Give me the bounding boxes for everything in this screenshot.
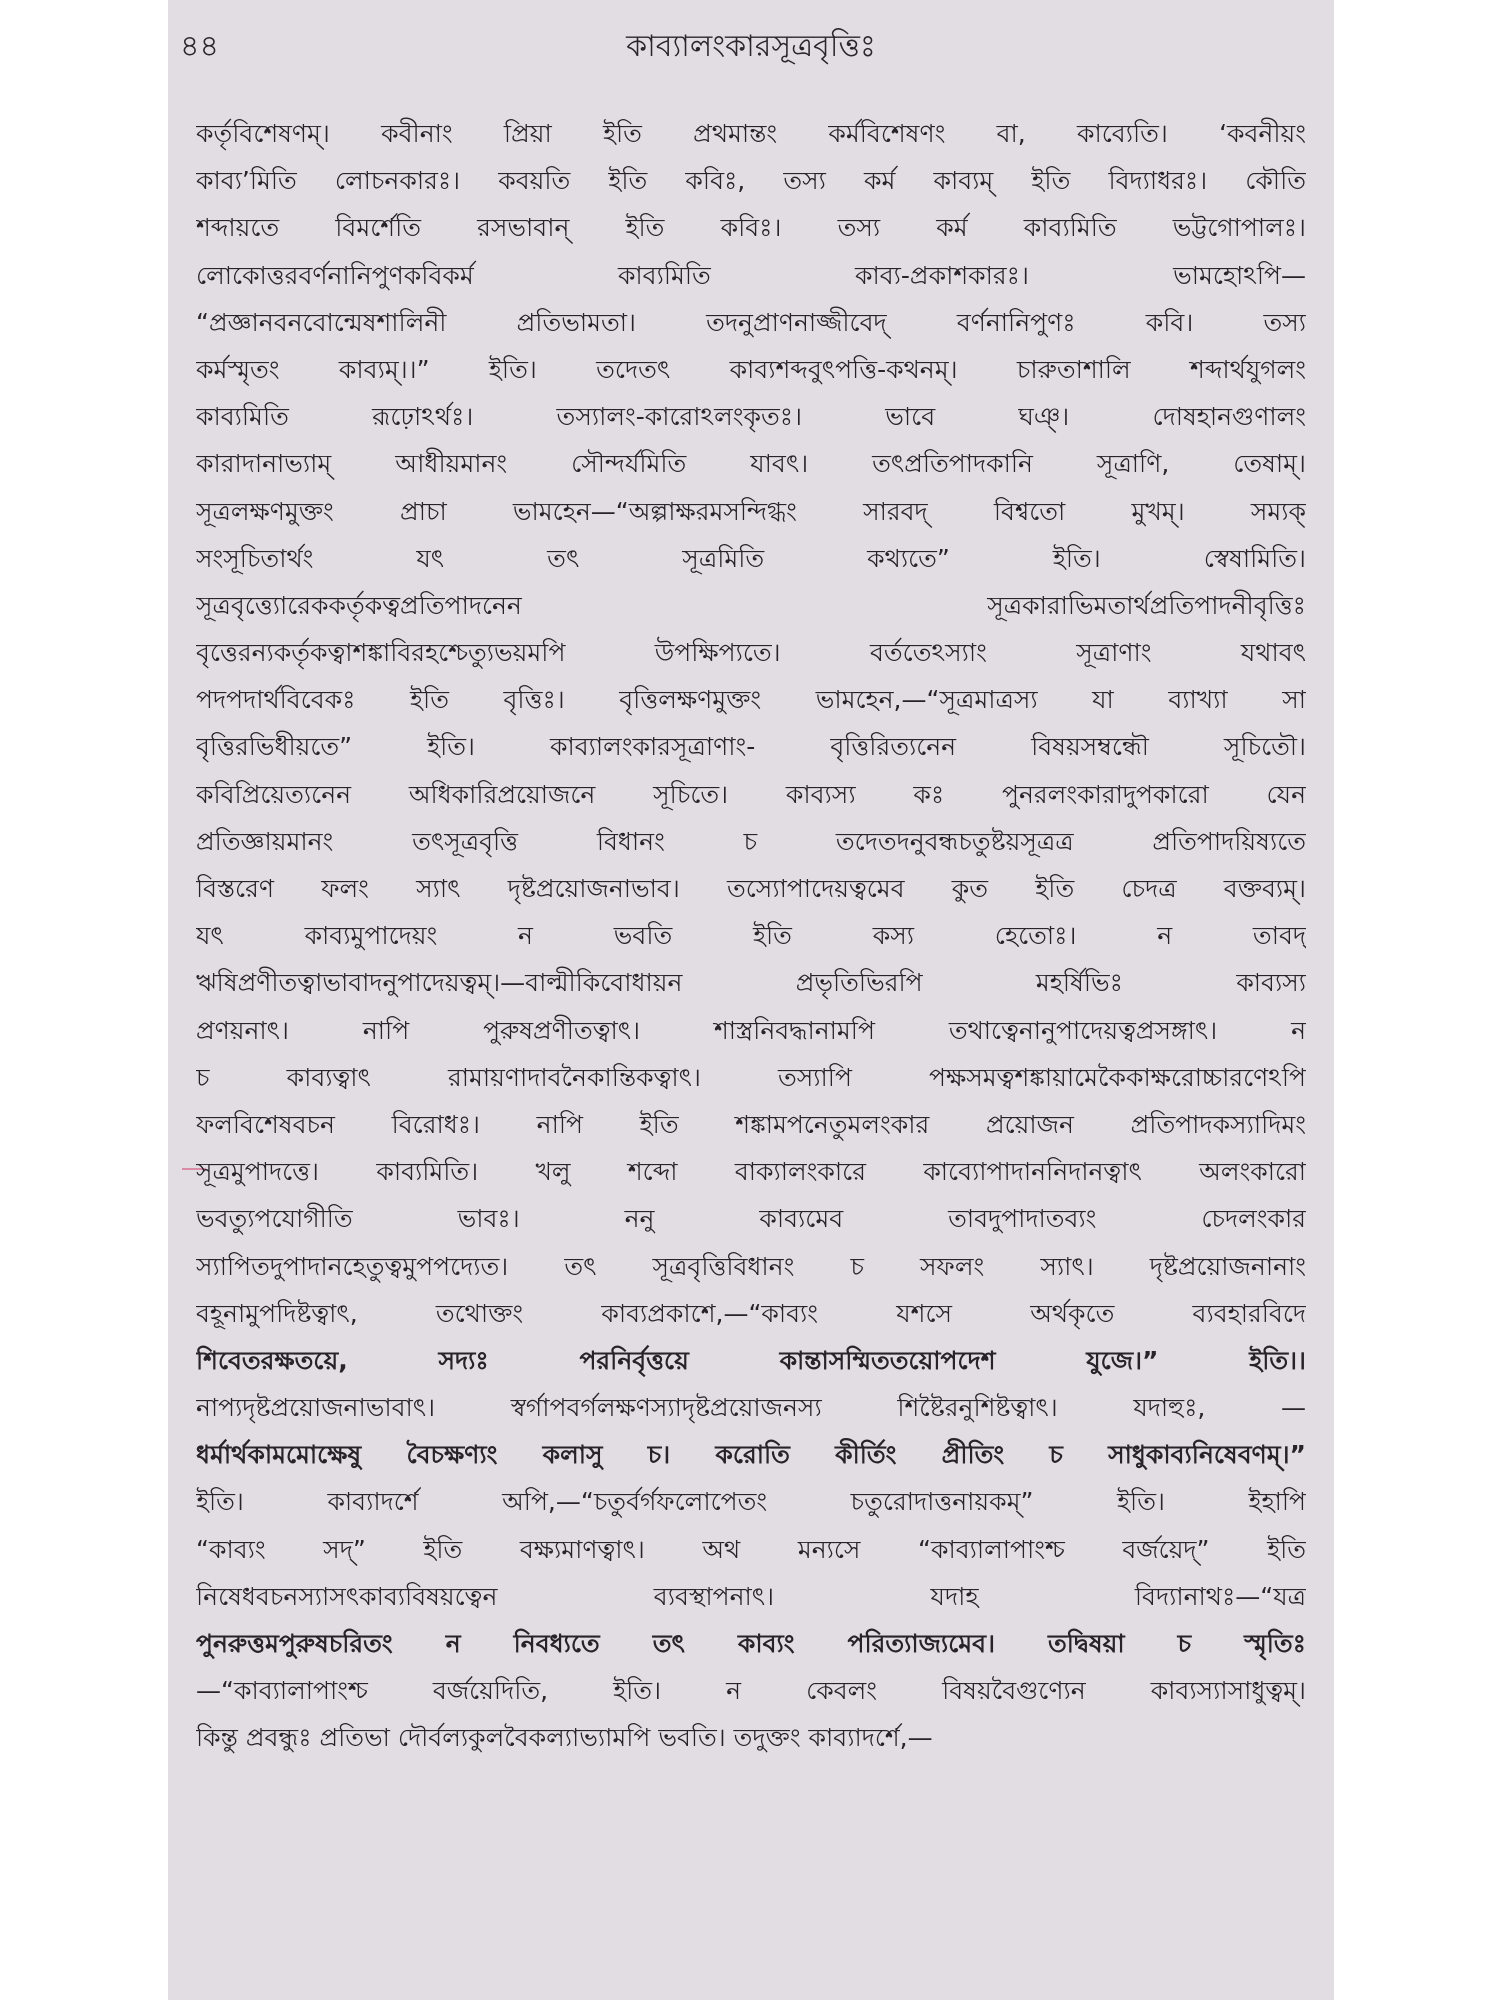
text-line: পদপদার্থবিবেকঃ ইতি বৃত্তিঃ। বৃত্তিলক্ষণমুক্তং ভামহেন,—“সূত্রমাত্রস্য যা ব্যাখ্যা সা <box>196 685 1306 715</box>
text-line: কাব্য’মিতি লোচনকারঃ। কবয়তি ইতি কবিঃ, তস্য কর্ম কাব্যম্ ইতি বিদ্যাধরঃ। কৌতি <box>196 166 1306 196</box>
book-page <box>168 0 1334 2000</box>
text-line: “কাব্যং সদ্” ইতি বক্ষ্যমাণত্বাৎ। অথ মন্যসে “কাব্যালাপাংশ্চ বর্জয়েদ্” ইতি <box>196 1534 1306 1564</box>
text-line: সূত্রলক্ষণমুক্তং প্রাচা ভামহেন—“অল্পাক্ষরমসন্দিগ্ধং সারবদ্ বিশ্বতো মুখম্। সম্যক্ <box>196 496 1306 526</box>
text-line: সূত্রমুপাদত্তে। কাব্যমিতি। খলু শব্দো বাক্যালংকারে কাব্যোপাদাননিদানত্বাৎ অলংকারো <box>196 1157 1306 1187</box>
text-line: কবিপ্রিয়েত্যনেন অধিকারিপ্রয়োজনে সূচিতে। কাব্যস্য কঃ পুনরলংকারাদুপকারো যেন <box>196 779 1306 809</box>
text-line: চ কাব্যত্বাৎ রামায়ণাদাবনৈকান্তিকত্বাৎ। তস্যাপি পক্ষসমত্বশঙ্কায়ামেকৈকাক্ষরোচ্চারণেঽপি <box>196 1062 1306 1092</box>
text-line: শব্দায়তে বিমর্শেতি রসভাবান্ ইতি কবিঃ। তস্য কর্ম কাব্যমিতি ভট্টগোপালঃ। <box>196 213 1306 243</box>
text-line-bold: শিবেতরক্ষতয়ে, সদ্যঃ পরনির্বৃত্তয়ে কান্তাসম্মিততয়োপদেশ যুজে।” ইতি।। <box>196 1345 1306 1375</box>
text-line: নিষেধবচনস্যাসৎকাব্যবিষয়ত্বেন ব্যবস্থাপনাৎ। যদাহ বিদ্যানাথঃ—“যত্র <box>196 1581 1306 1611</box>
text-line: কারাদানাভ্যাম্ আধীয়মানং সৌন্দর্যমিতি যাবৎ। তৎপ্রতিপাদকানি সূত্রাণি, তেষাম্। <box>196 449 1306 479</box>
text-line: —“কাব্যালাপাংশ্চ বর্জয়েদিতি, ইতি। ন কেবলং বিষয়বৈগুণ্যেন কাব্যস্যাসাধুত্বম্। <box>196 1676 1306 1706</box>
text-line: সূত্রবৃত্ত্যোরেককর্তৃকত্বপ্রতিপাদনেন সূত্রকারাভিমতার্থপ্রতিপাদনীবৃত্তিঃ <box>196 590 1306 620</box>
text-line-bold: ধর্মার্থকামমোক্ষেষু বৈচক্ষণ্যং কলাসু চ। করোতি কীর্তিং প্রীতিং চ সাধুকাব্যনিষেবণম্।” <box>196 1440 1306 1470</box>
text-line: স্যাপিতদুপাদানহেতুত্বমুপপদ্যেত। তৎ সূত্রবৃত্তিবিধানং চ সফলং স্যাৎ। দৃষ্টপ্রয়োজনানাং <box>196 1251 1306 1281</box>
text-line: কর্মস্মৃতং কাব্যম্।।” ইতি। তদেতৎ কাব্যশব্দবুৎপত্তি-কথনম্। চারুতাশালি শব্দার্থযুগলং <box>196 354 1306 384</box>
text-line: প্রতিজ্ঞায়মানং তৎসূত্রবৃত্তি বিধানং চ তদেতদনুবন্ধচতুষ্টয়সূত্ৰত্র প্রতিপাদয়িষ্যতে <box>196 826 1306 856</box>
text-line: বৃত্তেরন্যকর্তৃকত্বাশঙ্কাবিরহশ্চেত্যুভয়মপি উপক্ষিপ্যতে। বর্ততেঽস্যাং সূত্রাণাং যথাবৎ <box>196 638 1306 668</box>
text-line: ঋষিপ্রণীতত্বাভাবাদনুপাদেয়ত্বম্।—বাল্মীকিবোধায়ন প্রভৃতিভিরপি মহর্ষিভিঃ কাব্যস্য <box>196 968 1306 998</box>
text-line: সংসূচিতার্থং যৎ তৎ সূত্রমিতি কথ্যতে” ইতি। স্বেষামিতি। <box>196 543 1306 573</box>
text-line: ভবত্যুপযোগীতি ভাবঃ। ননু কাব্যমেব তাবদুপাদাতব্যং চেদলংকার <box>196 1204 1306 1234</box>
text-line-bold: পুনরুত্তমপুরুষচরিতং ন নিবধ্যতে তৎ কাব্যং পরিত্যাজ্যমেব। তদ্বিষয়া চ স্মৃতিঃ <box>196 1629 1306 1658</box>
text-line: “প্রজ্ঞানবনবোন্মেষশালিনী প্রতিভামতা। তদনুপ্রাণনাজ্জীবেদ্ বর্ণনানিপুণঃ কবি। তস্য <box>196 307 1306 337</box>
text-line: কাব্যমিতি রূঢ়োঽর্থঃ। তস্যালং-কারোঽলংকৃতঃ। ভাবে ঘঞ্। দোষহানগুণালং <box>196 402 1306 432</box>
text-line: প্রণয়নাৎ। নাপি পুরুষপ্রণীতত্বাৎ। শাস্ত্রনিবদ্ধানামপি তথাত্বেনানুপাদেয়ত্বপ্রসঙ্গাৎ। ন <box>196 1015 1306 1045</box>
text-line: ইতি। কাব্যাদর্শে অপি,—“চতুর্বর্গফলোপেতং চতুরোদাত্তনায়কম্” ইতি। ইহাপি <box>196 1487 1306 1517</box>
running-title: কাব্যালংকারসূত্রবৃত্তিঃ <box>626 29 876 64</box>
text-line: কিন্তু প্রবন্ধুঃ প্রতিভা দৌর্বল্যকুলবৈকল্যাভ্যামপি ভবতি। তদুক্তং কাব্যাদর্শে,— <box>196 1723 933 1753</box>
body-text <box>196 110 1306 1762</box>
text-line: বৃত্তিরভিধীয়তে” ইতি। কাব্যালংকারসূত্রাণাং- বৃত্তিরিত্যনেন বিষয়সম্বন্ধৌ সূচিতৌ। <box>196 732 1306 762</box>
text-line: কর্তৃবিশেষণম্। কবীনাং প্রিয়া ইতি প্রথমান্তং কর্মবিশেষণং বা, কাব্যেতি। ‘কবনীয়ং <box>196 119 1306 148</box>
text-line: লোকোত্তরবর্ণনানিপুণকবিকর্ম কাব্যমিতি কাব্য-প্রকাশকারঃ। ভামহোঽপি— <box>196 260 1306 290</box>
page-number: ৪৪ <box>180 29 219 64</box>
page-header <box>168 22 1334 62</box>
text-line: ফলবিশেষবচন বিরোধঃ। নাপি ইতি শঙ্কামপনেতুমলংকার প্রয়োজন প্রতিপাদকস্যাদিমং <box>196 1109 1306 1139</box>
text-line: বিস্তরেণ ফলং স্যাৎ দৃষ্টপ্রয়োজনাভাব। তস্যোপাদেয়ত্বমেব কুত ইতি চেদত্র বক্তব্যম্। <box>196 874 1306 903</box>
text-line: বহূনামুপদিষ্টত্বাৎ, তথোক্তং কাব্যপ্রকাশে,—“কাব্যং যশসে অর্থকৃতে ব্যবহারবিদে <box>196 1298 1306 1328</box>
text-line: যৎ কাব্যমুপাদেয়ং ন ভবতি ইতি কস্য হেতোঃ। ন তাবদ্ <box>196 921 1306 951</box>
text-line: নাপ্যদৃষ্টপ্রয়োজনাভাবাৎ। স্বর্গাপবর্গলক্ষণস্যাদৃষ্টপ্রয়োজনস্য শিষ্টৈরনুশিষ্টত্বাৎ। যদাহুঃ, — <box>196 1393 1306 1423</box>
